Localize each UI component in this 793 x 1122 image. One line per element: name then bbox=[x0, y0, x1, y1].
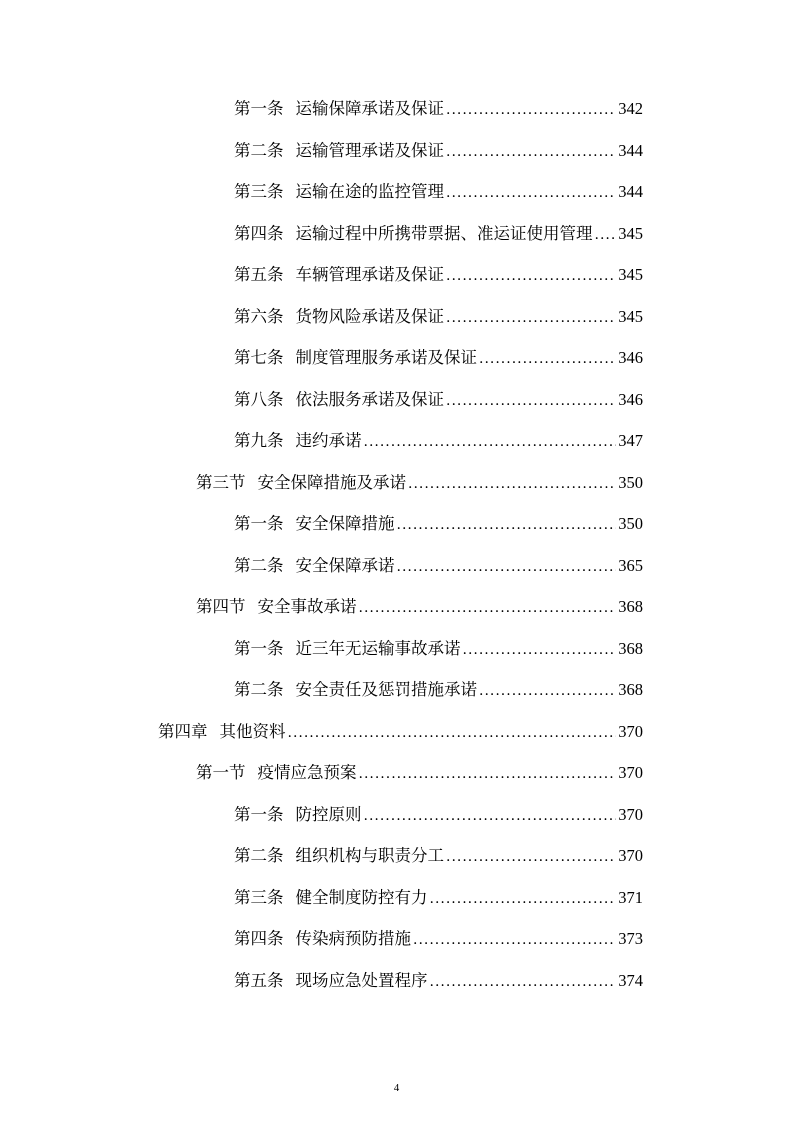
toc-entry[interactable] bbox=[234, 260, 643, 290]
toc-entry-title: 安全保障措施 bbox=[295, 514, 395, 533]
toc-entry-title: 近三年无运输事故承诺 bbox=[295, 639, 461, 658]
toc-entry-number: 第二条 bbox=[234, 846, 284, 865]
toc-entry-page: 371 bbox=[618, 888, 643, 907]
toc-entry[interactable] bbox=[234, 136, 643, 166]
toc-entry-number: 第五条 bbox=[234, 265, 284, 284]
toc-entry-page: 346 bbox=[618, 348, 643, 367]
toc-entry[interactable] bbox=[234, 924, 643, 954]
toc-entry-page: 368 bbox=[618, 597, 643, 616]
toc-entry-page: 370 bbox=[618, 846, 643, 865]
toc-entry-number: 第六条 bbox=[234, 307, 284, 326]
toc-entry-title: 违约承诺 bbox=[295, 431, 362, 450]
toc-entry-number: 第一条 bbox=[234, 805, 284, 824]
toc-entry-title: 其他资料 bbox=[219, 722, 286, 741]
toc-entry-number: 第一条 bbox=[234, 99, 284, 118]
toc-entry-title: 车辆管理承诺及保证 bbox=[295, 265, 444, 284]
toc-leader-dots bbox=[397, 510, 617, 540]
toc-entry[interactable] bbox=[234, 343, 643, 373]
toc-entry-number: 第三条 bbox=[234, 888, 284, 907]
toc-entry-page: 368 bbox=[618, 639, 643, 658]
toc-leader-dots bbox=[430, 967, 617, 997]
toc-entry-number: 第四章 bbox=[158, 722, 208, 741]
toc-entry[interactable] bbox=[234, 883, 643, 913]
toc-entry[interactable] bbox=[234, 219, 643, 249]
toc-entry[interactable] bbox=[196, 468, 643, 498]
toc-leader-dots bbox=[446, 842, 616, 872]
toc-entry-page: 373 bbox=[618, 929, 643, 948]
toc-entry-title: 安全责任及惩罚措施承诺 bbox=[295, 680, 477, 699]
toc-entry-number: 第五条 bbox=[234, 971, 284, 990]
toc-entry-title: 运输在途的监控管理 bbox=[295, 182, 444, 201]
toc-leader-dots bbox=[446, 178, 616, 208]
toc-leader-dots bbox=[364, 427, 617, 457]
toc-entry-title: 安全保障承诺 bbox=[295, 556, 395, 575]
toc-leader-dots bbox=[430, 884, 617, 914]
toc-entry-page: 374 bbox=[618, 971, 643, 990]
toc-entry-number: 第二条 bbox=[234, 141, 284, 160]
toc-entry-number: 第二条 bbox=[234, 556, 284, 575]
toc-entry[interactable] bbox=[196, 758, 643, 788]
toc-entry-number: 第四节 bbox=[196, 597, 246, 616]
toc-entry[interactable] bbox=[196, 592, 643, 622]
toc-entry-number: 第二条 bbox=[234, 680, 284, 699]
toc-leader-dots bbox=[446, 95, 616, 125]
toc-entry-page: 347 bbox=[618, 431, 643, 450]
toc-entry-page: 350 bbox=[618, 473, 643, 492]
toc-entry-title: 运输过程中所携带票据、准运证使用管理 bbox=[295, 224, 593, 243]
toc-entry[interactable] bbox=[234, 551, 643, 581]
toc-entry[interactable] bbox=[234, 94, 643, 124]
toc-leader-dots bbox=[446, 303, 616, 333]
toc-leader-dots bbox=[446, 261, 616, 291]
toc-entry-number: 第八条 bbox=[234, 390, 284, 409]
toc-entry-page: 350 bbox=[618, 514, 643, 533]
toc-entry-number: 第三条 bbox=[234, 182, 284, 201]
toc-leader-dots bbox=[397, 552, 617, 582]
toc-entry[interactable] bbox=[234, 675, 643, 705]
toc-entry-title: 疫情应急预案 bbox=[257, 763, 357, 782]
toc-leader-dots bbox=[288, 718, 617, 748]
toc-entry[interactable] bbox=[234, 966, 643, 996]
toc-entry-title: 健全制度防控有力 bbox=[295, 888, 428, 907]
toc-entry-page: 344 bbox=[618, 141, 643, 160]
toc-entry-number: 第一条 bbox=[234, 514, 284, 533]
toc-entry-page: 345 bbox=[618, 265, 643, 284]
toc-entry-page: 370 bbox=[618, 722, 643, 741]
toc-leader-dots bbox=[446, 386, 616, 416]
toc-entry[interactable] bbox=[234, 426, 643, 456]
toc-entry[interactable] bbox=[234, 800, 643, 830]
toc-entry-title: 安全事故承诺 bbox=[257, 597, 357, 616]
toc-entry-title: 现场应急处置程序 bbox=[295, 971, 428, 990]
toc-leader-dots bbox=[479, 344, 616, 374]
toc-entry-page: 342 bbox=[618, 99, 643, 118]
toc-entry[interactable] bbox=[234, 841, 643, 871]
toc-entry[interactable] bbox=[234, 509, 643, 539]
toc-entry-page: 344 bbox=[618, 182, 643, 201]
toc-entry-number: 第一条 bbox=[234, 639, 284, 658]
toc-entry-page: 370 bbox=[618, 805, 643, 824]
toc-entry[interactable] bbox=[234, 302, 643, 332]
toc-leader-dots bbox=[463, 635, 617, 665]
toc-entry[interactable] bbox=[234, 634, 643, 664]
toc-leader-dots bbox=[359, 759, 617, 789]
toc-entry-page: 345 bbox=[618, 224, 643, 243]
toc-entry-title: 制度管理服务承诺及保证 bbox=[295, 348, 477, 367]
toc-leader-dots bbox=[364, 801, 617, 831]
toc-leader-dots bbox=[413, 925, 616, 955]
toc-entry-number: 第七条 bbox=[234, 348, 284, 367]
toc-entry-page: 345 bbox=[618, 307, 643, 326]
page-number: 4 bbox=[393, 1082, 400, 1094]
toc-entry-page: 365 bbox=[618, 556, 643, 575]
toc-entry-number: 第三节 bbox=[196, 473, 246, 492]
toc-entry-number: 第九条 bbox=[234, 431, 284, 450]
toc-entry-title: 运输保障承诺及保证 bbox=[295, 99, 444, 118]
toc-entry[interactable] bbox=[234, 177, 643, 207]
toc-entry-page: 368 bbox=[618, 680, 643, 699]
toc-entry-title: 传染病预防措施 bbox=[295, 929, 411, 948]
toc-entry[interactable] bbox=[234, 385, 643, 415]
toc-entry-page: 370 bbox=[618, 763, 643, 782]
toc-entry-number: 第四条 bbox=[234, 224, 284, 243]
toc-entry-number: 第一节 bbox=[196, 763, 246, 782]
toc-entry[interactable] bbox=[158, 717, 643, 747]
toc-entry-number: 第四条 bbox=[234, 929, 284, 948]
toc-entry-title: 依法服务承诺及保证 bbox=[295, 390, 444, 409]
toc-entry-title: 货物风险承诺及保证 bbox=[295, 307, 444, 326]
toc-leader-dots bbox=[595, 220, 617, 250]
toc-leader-dots bbox=[446, 137, 616, 167]
toc-entry-title: 安全保障措施及承诺 bbox=[257, 473, 406, 492]
toc-leader-dots bbox=[408, 469, 616, 499]
toc-leader-dots bbox=[359, 593, 617, 623]
toc-entry-title: 防控原则 bbox=[295, 805, 362, 824]
toc-entry-title: 运输管理承诺及保证 bbox=[295, 141, 444, 160]
toc-leader-dots bbox=[479, 676, 616, 706]
toc-entry-title: 组织机构与职责分工 bbox=[295, 846, 444, 865]
toc-entry-page: 346 bbox=[618, 390, 643, 409]
